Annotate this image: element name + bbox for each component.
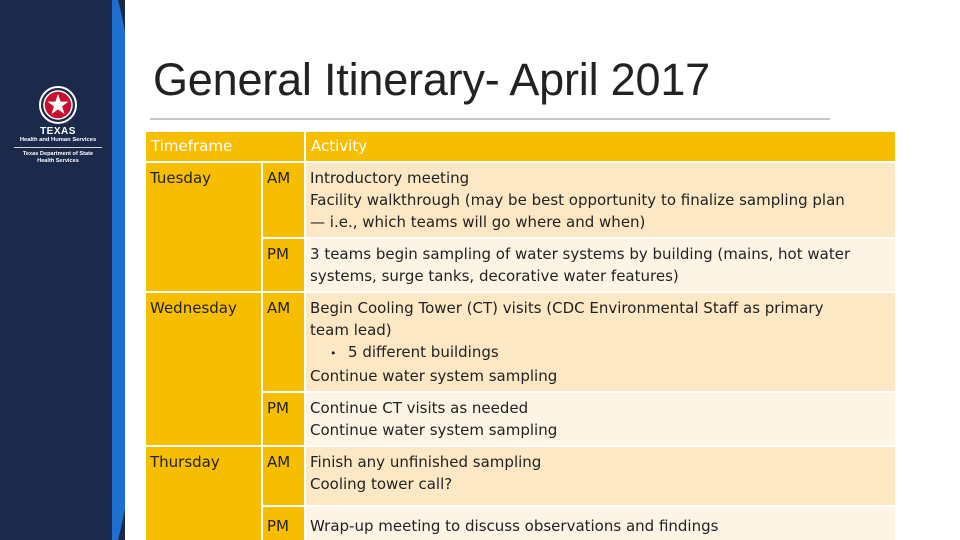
activity-line: 3 teams begin sampling of water systems by building (mains, hot water — [310, 245, 851, 263]
logo-texas-text: TEXAS — [40, 126, 76, 137]
bullet-icon: • — [330, 347, 337, 360]
table-header-row — [145, 131, 896, 162]
activity-line: Continue water system sampling — [310, 367, 558, 385]
slide-title: General Itinerary- April 2017 — [153, 54, 710, 105]
table-row — [145, 292, 896, 392]
itinerary-table — [144, 130, 897, 540]
day-cell: Tuesday — [145, 162, 262, 292]
activity-line: team lead) — [310, 321, 392, 339]
logo-divider — [14, 147, 102, 148]
header-activity: Activity — [305, 131, 896, 162]
activity-cell — [305, 446, 896, 506]
table-row — [145, 162, 896, 238]
header-timeframe: Timeframe — [145, 131, 305, 162]
texas-hhs-logo — [8, 85, 108, 175]
activity-line: Introductory meeting — [310, 169, 470, 187]
activity-bullet-line — [310, 341, 891, 365]
activity-cell — [305, 506, 896, 540]
half-cell: PM — [262, 392, 305, 446]
half-cell: PM — [262, 238, 305, 292]
half-cell: AM — [262, 292, 305, 392]
activity-line: Begin Cooling Tower (CT) visits (CDC Environmental Staff as primary — [310, 299, 824, 317]
activity-line: Wrap-up meeting to discuss observations and findings — [310, 517, 719, 535]
half-cell: PM — [262, 506, 305, 540]
activity-cell — [305, 238, 896, 292]
day-cell: Thursday — [145, 446, 262, 540]
activity-line: systems, surge tanks, decorative water features) — [310, 267, 679, 285]
logo-dshs-line-1: Texas Department of State — [22, 151, 94, 157]
activity-line: Finish any unfinished sampling — [310, 453, 542, 471]
texas-star-seal-icon — [38, 85, 78, 125]
title-divider — [150, 118, 830, 120]
left-navy-band — [0, 0, 112, 540]
activity-cell — [305, 162, 896, 238]
activity-line: Cooling tower call? — [310, 475, 453, 493]
activity-bullet-text: 5 different buildings — [348, 343, 499, 361]
activity-cell — [305, 392, 896, 446]
half-cell: AM — [262, 162, 305, 238]
activity-cell — [305, 292, 896, 392]
activity-line: Continue CT visits as needed — [310, 399, 529, 417]
logo-dshs-line-2: Health Services — [37, 158, 79, 164]
half-cell: AM — [262, 446, 305, 506]
day-cell: Wednesday — [145, 292, 262, 446]
activity-line: Facility walkthrough (may be best opportunity to finalize sampling plan — [310, 191, 845, 209]
logo-hhs-text: Health and Human Services — [19, 137, 97, 143]
activity-line: — i.e., which teams will go where and when) — [310, 213, 646, 231]
table-row — [145, 446, 896, 506]
activity-line: Continue water system sampling — [310, 421, 558, 439]
